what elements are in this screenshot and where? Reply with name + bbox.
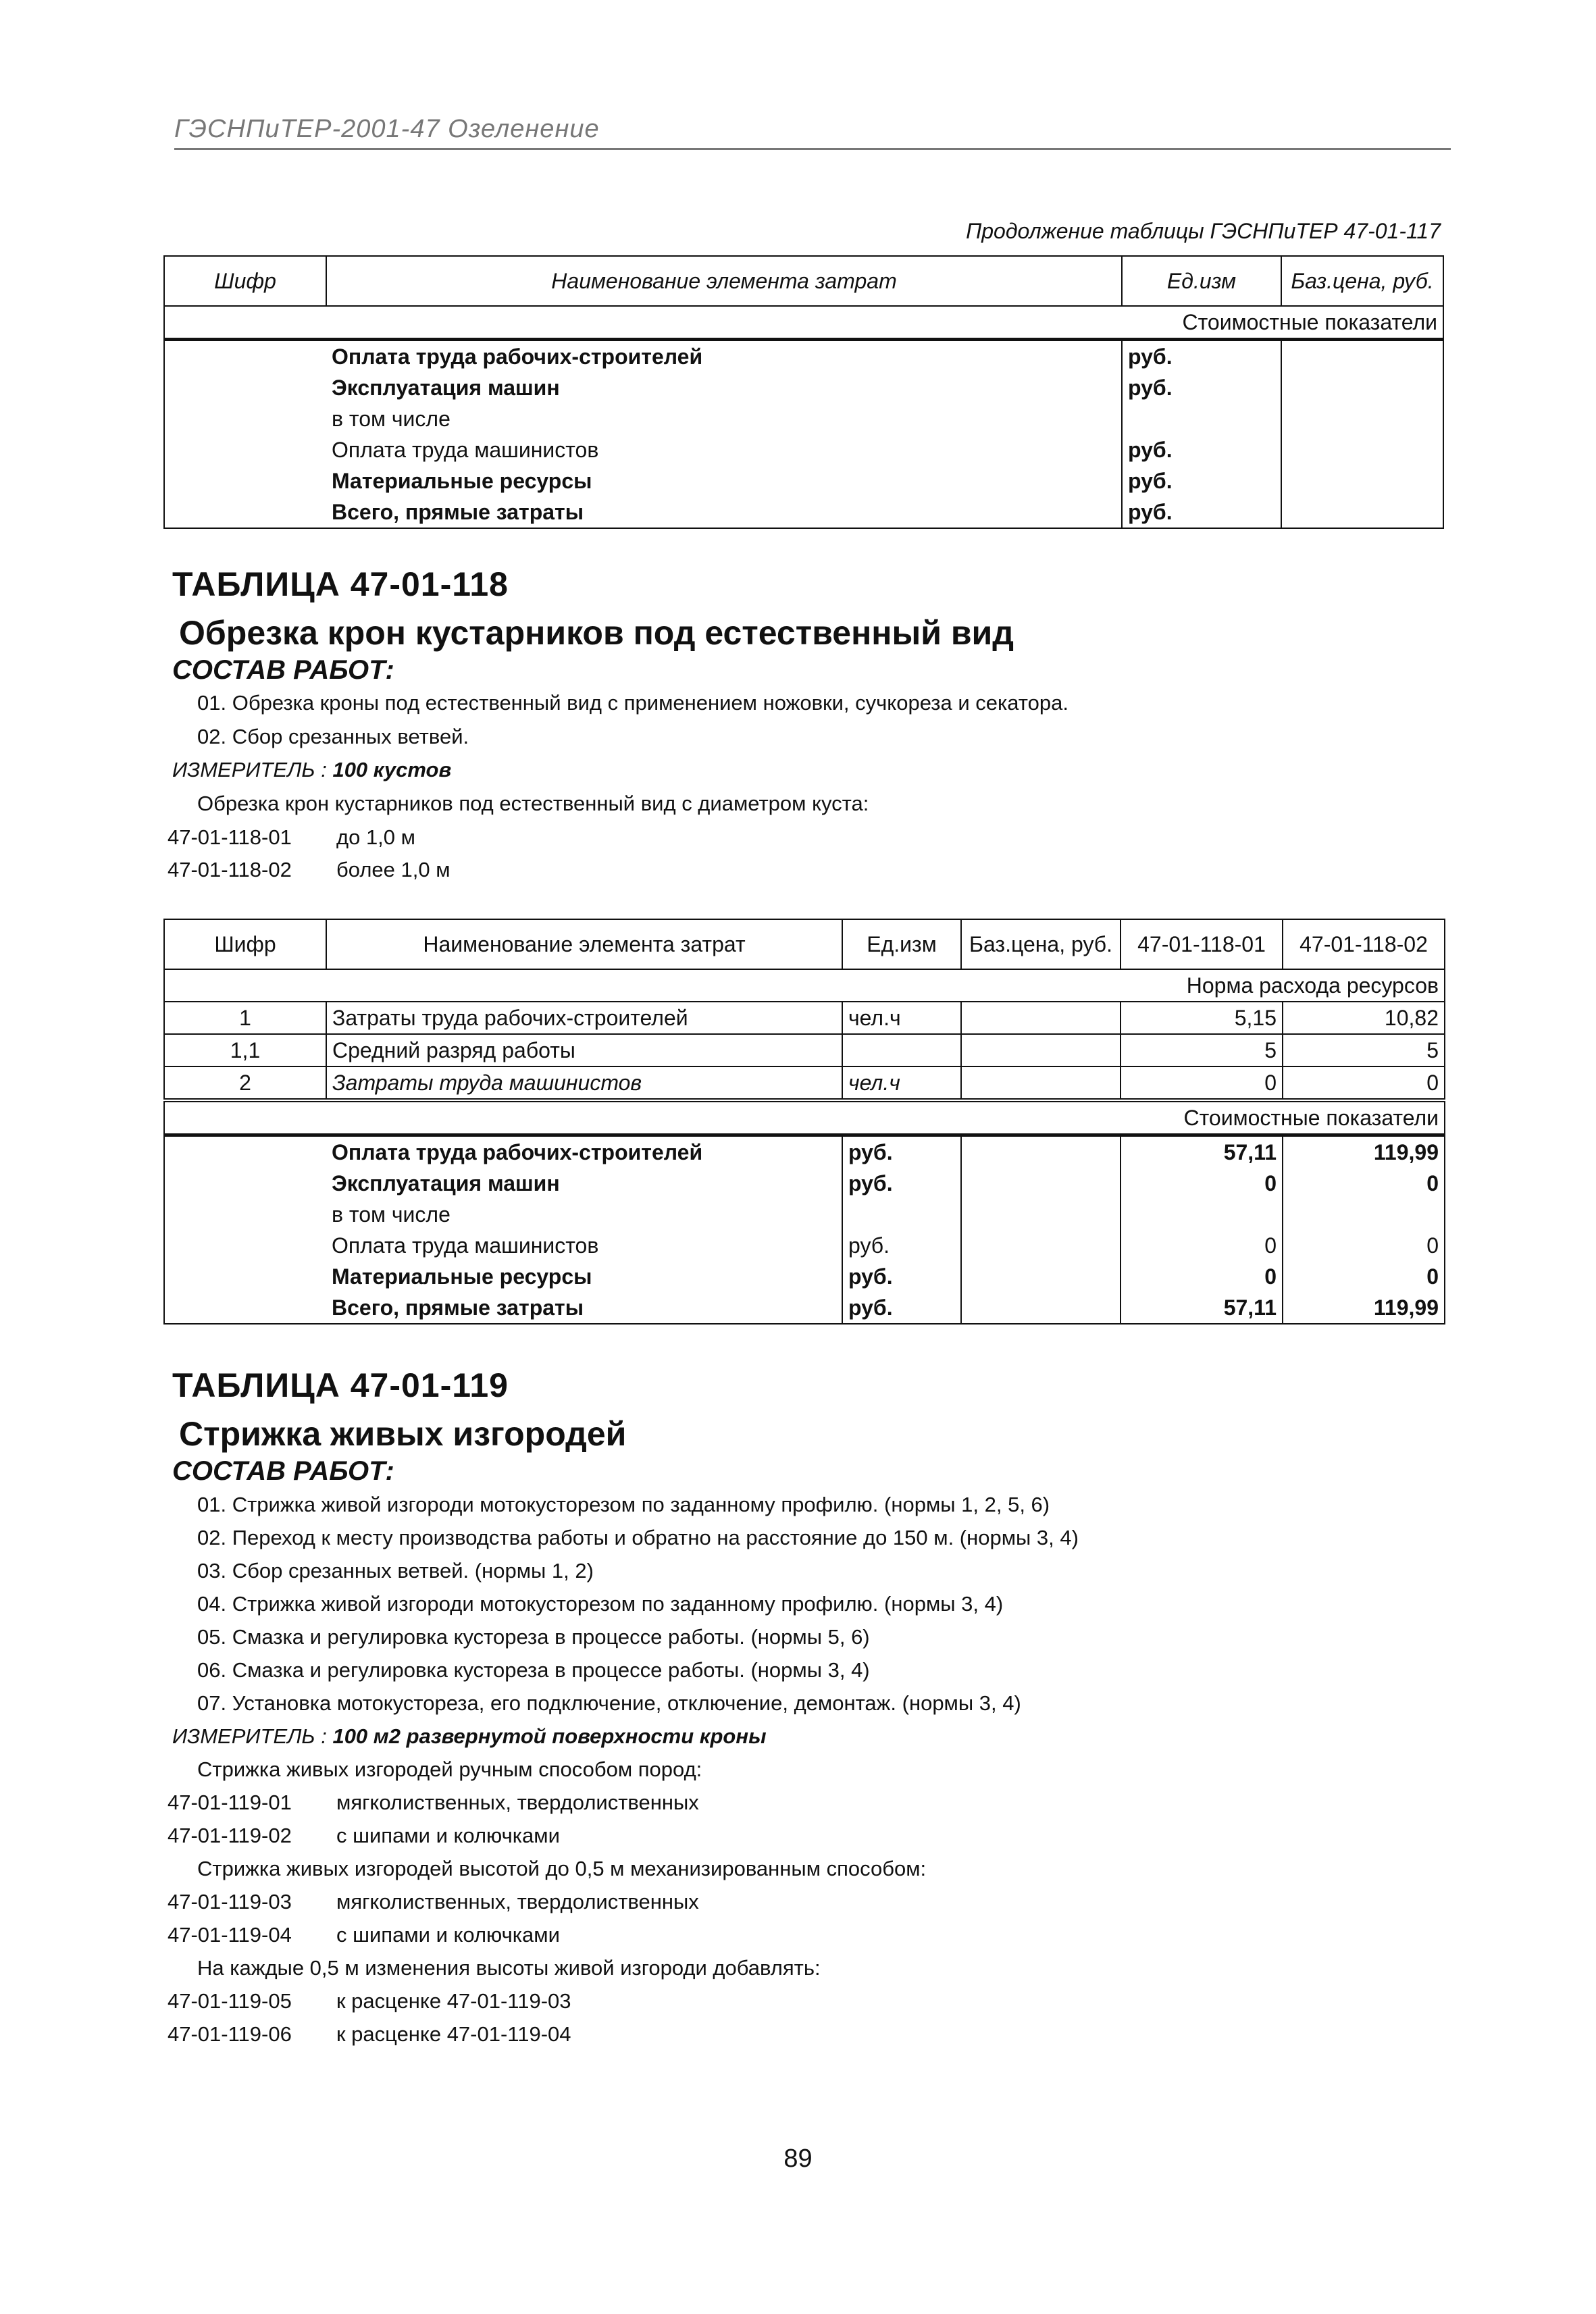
table-row xyxy=(164,465,1443,496)
row-unit: руб. xyxy=(842,1135,961,1168)
col-header-norm-118-02: 47-01-118-02 xyxy=(1283,919,1445,969)
measurer-label: ИЗМЕРИТЕЛЬ : xyxy=(172,1724,327,1748)
table-row xyxy=(164,1034,1445,1066)
row-unit: руб. xyxy=(1122,496,1281,528)
col-header-name: Наименование элемента затрат xyxy=(326,256,1122,306)
item-text: с шипами и колючками xyxy=(336,1824,560,1847)
table-row xyxy=(164,1002,1445,1034)
row-label: Оплата труда рабочих-строителей xyxy=(326,1135,842,1168)
section-subtitle-119: Стрижка живых изгородей xyxy=(179,1415,627,1453)
running-header: ГЭСНПиТЕР-2001-47 Озеленение xyxy=(174,115,1451,150)
row-label: Всего, прямые затраты xyxy=(326,1292,842,1324)
measurer-value: 100 кустов xyxy=(332,758,452,781)
work-item: 05. Смазка и регулировка кустореза в процессе работы. (нормы 5, 6) xyxy=(197,1625,870,1649)
row-value: 0 xyxy=(1283,1066,1445,1100)
table-row xyxy=(164,1135,1445,1168)
row-code: 1 xyxy=(164,1002,326,1034)
measurer-label: ИЗМЕРИТЕЛЬ : xyxy=(172,758,327,781)
row-unit: руб. xyxy=(842,1261,961,1292)
col-header-unit: Ед.изм xyxy=(842,919,961,969)
table-row xyxy=(164,340,1443,373)
row-value: 119,99 xyxy=(1283,1135,1445,1168)
col-header-base-price: Баз.цена, руб. xyxy=(1281,256,1443,306)
table-row xyxy=(164,496,1443,528)
list-item xyxy=(168,858,451,882)
measurer-119 xyxy=(172,1724,767,1749)
row-label: Средний разряд работы xyxy=(326,1034,842,1066)
measurer-118 xyxy=(172,758,451,782)
col-header-name: Наименование элемента затрат xyxy=(326,919,842,969)
row-unit: чел.ч xyxy=(842,1066,961,1100)
list-item xyxy=(168,1989,571,2013)
row-label: Эксплуатация машин xyxy=(326,1168,842,1199)
row-value: 5 xyxy=(1121,1034,1283,1066)
row-label: в том числе xyxy=(326,403,1122,434)
row-label: Оплата труда рабочих-строителей xyxy=(326,340,1122,373)
work-item: 02. Переход к месту производства работы и обратно на расстояние до 150 м. (нормы 3, 4) xyxy=(197,1526,1079,1549)
row-unit: руб. xyxy=(1122,434,1281,465)
table-row xyxy=(164,372,1443,403)
row-label: Оплата труда машинистов xyxy=(326,434,1122,465)
row-value: 119,99 xyxy=(1283,1292,1445,1324)
row-value: 57,11 xyxy=(1121,1135,1283,1168)
measurer-value: 100 м2 развернутой поверхности кроны xyxy=(332,1724,767,1748)
row-unit: руб. xyxy=(1122,465,1281,496)
row-value: 0 xyxy=(1121,1261,1283,1292)
work-item: 07. Установка мотокустореза, его подключение, отключение, демонтаж. (нормы 3, 4) xyxy=(197,1691,1021,1715)
item-text: до 1,0 м xyxy=(336,825,415,849)
row-value: 5,15 xyxy=(1121,1002,1283,1034)
row-value: 0 xyxy=(1121,1230,1283,1261)
item-code: 47-01-119-04 xyxy=(168,1923,292,1947)
row-value: 57,11 xyxy=(1121,1292,1283,1324)
table-row xyxy=(164,1066,1445,1100)
section-label-cost: Стоимостные показатели xyxy=(164,306,1443,340)
table-117 xyxy=(163,255,1444,529)
work-item: 04. Стрижка живой изгороди мотокусторезом по заданному профилю. (нормы 3, 4) xyxy=(197,1592,1004,1616)
list-item xyxy=(168,1791,699,1815)
item-text: мягколиственных, твердолиственных xyxy=(336,1791,699,1814)
row-label: Материальные ресурсы xyxy=(326,1261,842,1292)
list-item xyxy=(168,2022,571,2047)
items-group-heading: Стрижка живых изгородей высотой до 0,5 м механизированным способом: xyxy=(197,1857,927,1880)
col-header-unit: Ед.изм xyxy=(1122,256,1281,306)
row-code: 2 xyxy=(164,1066,326,1100)
col-header-norm-118-01: 47-01-118-01 xyxy=(1121,919,1283,969)
row-value: 5 xyxy=(1283,1034,1445,1066)
table-118 xyxy=(163,919,1445,1325)
row-value: 0 xyxy=(1283,1261,1445,1292)
col-header-code: Шифр xyxy=(164,256,326,306)
row-value: 0 xyxy=(1283,1230,1445,1261)
section-title-119: ТАБЛИЦА 47-01-119 xyxy=(172,1366,509,1404)
item-code: 47-01-119-01 xyxy=(168,1791,292,1814)
table-row xyxy=(164,1230,1445,1261)
row-unit: руб. xyxy=(842,1230,961,1261)
table-row xyxy=(164,403,1443,434)
row-value: 0 xyxy=(1121,1168,1283,1199)
row-value: 0 xyxy=(1121,1066,1283,1100)
row-label: Затраты труда рабочих-строителей xyxy=(326,1002,842,1034)
table-row xyxy=(164,434,1443,465)
row-label: Оплата труда машинистов xyxy=(326,1230,842,1261)
work-item: 02. Сбор срезанных ветвей. xyxy=(197,725,469,748)
table-row xyxy=(164,1292,1445,1324)
list-item xyxy=(168,1923,560,1947)
row-code: 1,1 xyxy=(164,1034,326,1066)
work-item: 01. Стрижка живой изгороди мотокусторезом по заданному профилю. (нормы 1, 2, 5, 6) xyxy=(197,1493,1050,1516)
table-117-caption: Продолжение таблицы ГЭСНПиТЕР 47-01-117 xyxy=(966,219,1441,243)
sostav-heading-119: СОСТАВ РАБОТ: xyxy=(172,1456,394,1486)
row-label: Всего, прямые затраты xyxy=(326,496,1122,528)
row-label: Эксплуатация машин xyxy=(326,372,1122,403)
item-text: мягколиственных, твердолиственных xyxy=(336,1890,699,1913)
row-label: в том числе xyxy=(326,1199,842,1230)
item-text: к расценке 47-01-119-04 xyxy=(336,2022,571,2046)
work-item: 06. Смазка и регулировка кустореза в процессе работы. (нормы 3, 4) xyxy=(197,1658,870,1682)
item-text: с шипами и колючками xyxy=(336,1923,560,1947)
item-code: 47-01-118-02 xyxy=(168,858,292,881)
section-label-norm: Норма расхода ресурсов xyxy=(164,969,1445,1002)
row-value: 10,82 xyxy=(1283,1002,1445,1034)
work-item: 01. Обрезка кроны под естественный вид с применением ножовки, сучкореза и секатора. xyxy=(197,691,1069,715)
col-header-base-price: Баз.цена, руб. xyxy=(961,919,1121,969)
section-title-118: ТАБЛИЦА 47-01-118 xyxy=(172,565,509,603)
row-unit xyxy=(842,1034,961,1066)
row-unit: чел.ч xyxy=(842,1002,961,1034)
list-item xyxy=(168,1890,699,1914)
item-text: к расценке 47-01-119-03 xyxy=(336,1989,571,2013)
item-code: 47-01-119-06 xyxy=(168,2022,292,2046)
items-group-heading: Стрижка живых изгородей ручным способом пород: xyxy=(197,1757,702,1781)
table-row xyxy=(164,1199,1445,1230)
items-group-heading: На каждые 0,5 м изменения высоты живой изгороди добавлять: xyxy=(197,1956,821,1980)
row-label: Материальные ресурсы xyxy=(326,465,1122,496)
page-number: 89 xyxy=(783,2144,813,2173)
item-code: 47-01-118-01 xyxy=(168,825,292,849)
item-code: 47-01-119-02 xyxy=(168,1824,292,1847)
sostav-heading-118: СОСТАВ РАБОТ: xyxy=(172,655,394,685)
list-item xyxy=(168,825,415,850)
col-header-code: Шифр xyxy=(164,919,326,969)
row-label: Затраты труда машинистов xyxy=(326,1066,842,1100)
row-unit: руб. xyxy=(842,1292,961,1324)
item-code: 47-01-119-03 xyxy=(168,1890,292,1913)
list-item xyxy=(168,1824,560,1848)
row-unit: руб. xyxy=(1122,340,1281,373)
section-subtitle-118: Обрезка крон кустарников под естественный вид xyxy=(179,614,1014,652)
items-intro-118: Обрезка крон кустарников под естественный вид с диаметром куста: xyxy=(197,792,869,815)
table-row xyxy=(164,1261,1445,1292)
item-code: 47-01-119-05 xyxy=(168,1989,292,2013)
section-label-cost: Стоимостные показатели xyxy=(164,1100,1445,1135)
row-unit: руб. xyxy=(842,1168,961,1199)
item-text: более 1,0 м xyxy=(336,858,451,881)
table-row xyxy=(164,1168,1445,1199)
row-unit: руб. xyxy=(1122,372,1281,403)
work-item: 03. Сбор срезанных ветвей. (нормы 1, 2) xyxy=(197,1559,594,1583)
row-value: 0 xyxy=(1283,1168,1445,1199)
